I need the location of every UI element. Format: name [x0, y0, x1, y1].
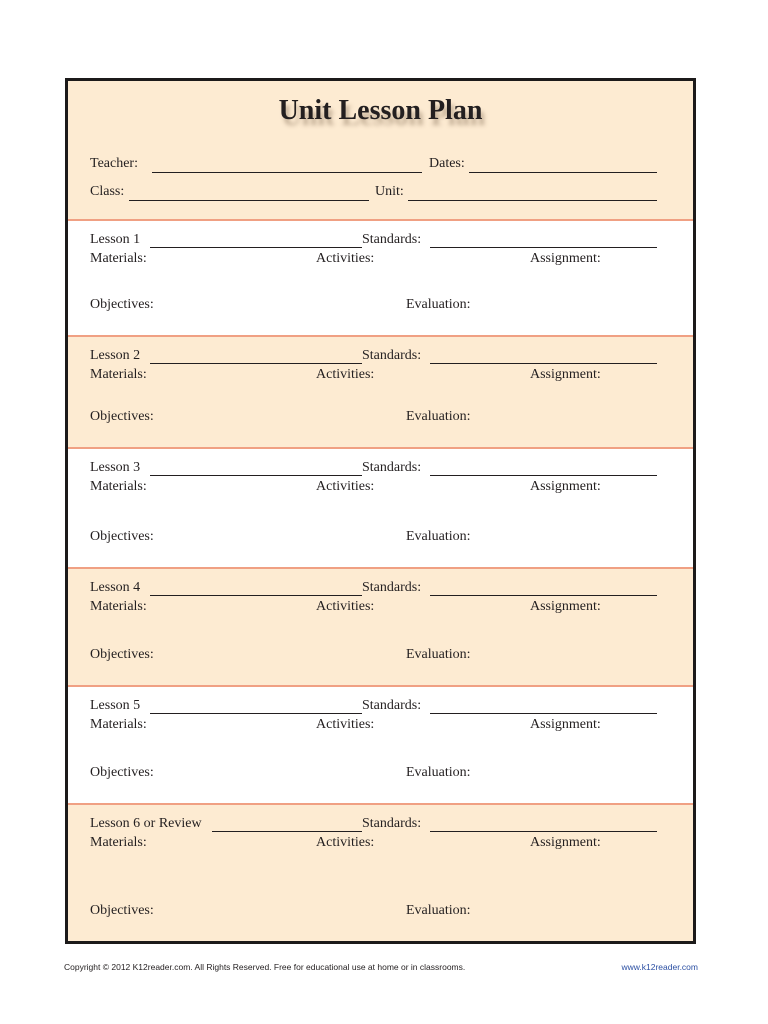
- unit-field[interactable]: [408, 200, 657, 201]
- activities-label: Activities:: [316, 717, 375, 732]
- class-field[interactable]: [129, 200, 369, 201]
- standards-label: Standards:: [362, 816, 422, 831]
- copyright-notice: Copyright © 2012 K12reader.com. All Rights Reserved. Free for educational use at home or in classrooms.: [64, 962, 466, 972]
- evaluation-label: Evaluation:: [406, 903, 471, 918]
- standards-label: Standards:: [362, 698, 422, 713]
- lesson-name-field[interactable]: [212, 831, 362, 832]
- teacher-label: Teacher:: [90, 156, 138, 171]
- dates-label: Dates:: [429, 156, 465, 171]
- materials-label: Materials:: [90, 251, 147, 266]
- objectives-label: Objectives:: [90, 903, 154, 918]
- class-label: Class:: [90, 184, 125, 199]
- evaluation-label: Evaluation:: [406, 297, 471, 312]
- materials-label: Materials:: [90, 717, 147, 732]
- activities-label: Activities:: [316, 835, 375, 850]
- evaluation-label: Evaluation:: [406, 765, 471, 780]
- standards-field[interactable]: [430, 247, 657, 248]
- objectives-label: Objectives:: [90, 297, 154, 312]
- lesson-title: Lesson 2: [90, 348, 141, 363]
- materials-label: Materials:: [90, 599, 147, 614]
- lesson-title: Lesson 4: [90, 580, 141, 595]
- objectives-label: Objectives:: [90, 409, 154, 424]
- lesson-name-field[interactable]: [150, 713, 362, 714]
- lesson-name-field[interactable]: [150, 247, 362, 248]
- assignment-label: Assignment:: [530, 479, 601, 494]
- unit-label: Unit:: [375, 184, 404, 199]
- lesson-section: [68, 337, 693, 447]
- standards-label: Standards:: [362, 580, 422, 595]
- standards-field[interactable]: [430, 475, 657, 476]
- lesson-plan-sheet: [65, 78, 696, 944]
- assignment-label: Assignment:: [530, 717, 601, 732]
- evaluation-label: Evaluation:: [406, 647, 471, 662]
- assignment-label: Assignment:: [530, 835, 601, 850]
- lesson-section: [68, 221, 693, 335]
- standards-field[interactable]: [430, 713, 657, 714]
- lesson-name-field[interactable]: [150, 475, 362, 476]
- objectives-label: Objectives:: [90, 765, 154, 780]
- standards-field[interactable]: [430, 831, 657, 832]
- lesson-section: [68, 687, 693, 803]
- assignment-label: Assignment:: [530, 367, 601, 382]
- teacher-field[interactable]: [152, 172, 422, 173]
- standards-label: Standards:: [362, 232, 422, 247]
- activities-label: Activities:: [316, 479, 375, 494]
- lesson-name-field[interactable]: [150, 363, 362, 364]
- lesson-name-field[interactable]: [150, 595, 362, 596]
- activities-label: Activities:: [316, 599, 375, 614]
- evaluation-label: Evaluation:: [406, 529, 471, 544]
- assignment-label: Assignment:: [530, 251, 601, 266]
- lesson-title: Lesson 5: [90, 698, 141, 713]
- activities-label: Activities:: [316, 251, 375, 266]
- activities-label: Activities:: [316, 367, 375, 382]
- objectives-label: Objectives:: [90, 529, 154, 544]
- lesson-title: Lesson 3: [90, 460, 141, 475]
- materials-label: Materials:: [90, 479, 147, 494]
- lesson-title: Lesson 1: [90, 232, 141, 247]
- site-link[interactable]: www.k12reader.com: [621, 962, 698, 972]
- standards-label: Standards:: [362, 460, 422, 475]
- objectives-label: Objectives:: [90, 647, 154, 662]
- materials-label: Materials:: [90, 367, 147, 382]
- materials-label: Materials:: [90, 835, 147, 850]
- lesson-section: [68, 449, 693, 567]
- evaluation-label: Evaluation:: [406, 409, 471, 424]
- page-title: Unit Lesson Plan: [278, 95, 483, 126]
- assignment-label: Assignment:: [530, 599, 601, 614]
- lesson-section: [68, 805, 693, 941]
- standards-label: Standards:: [362, 348, 422, 363]
- lesson-section: [68, 569, 693, 685]
- lesson-title: Lesson 6 or Review: [90, 816, 202, 831]
- standards-field[interactable]: [430, 363, 657, 364]
- standards-field[interactable]: [430, 595, 657, 596]
- dates-field[interactable]: [469, 172, 657, 173]
